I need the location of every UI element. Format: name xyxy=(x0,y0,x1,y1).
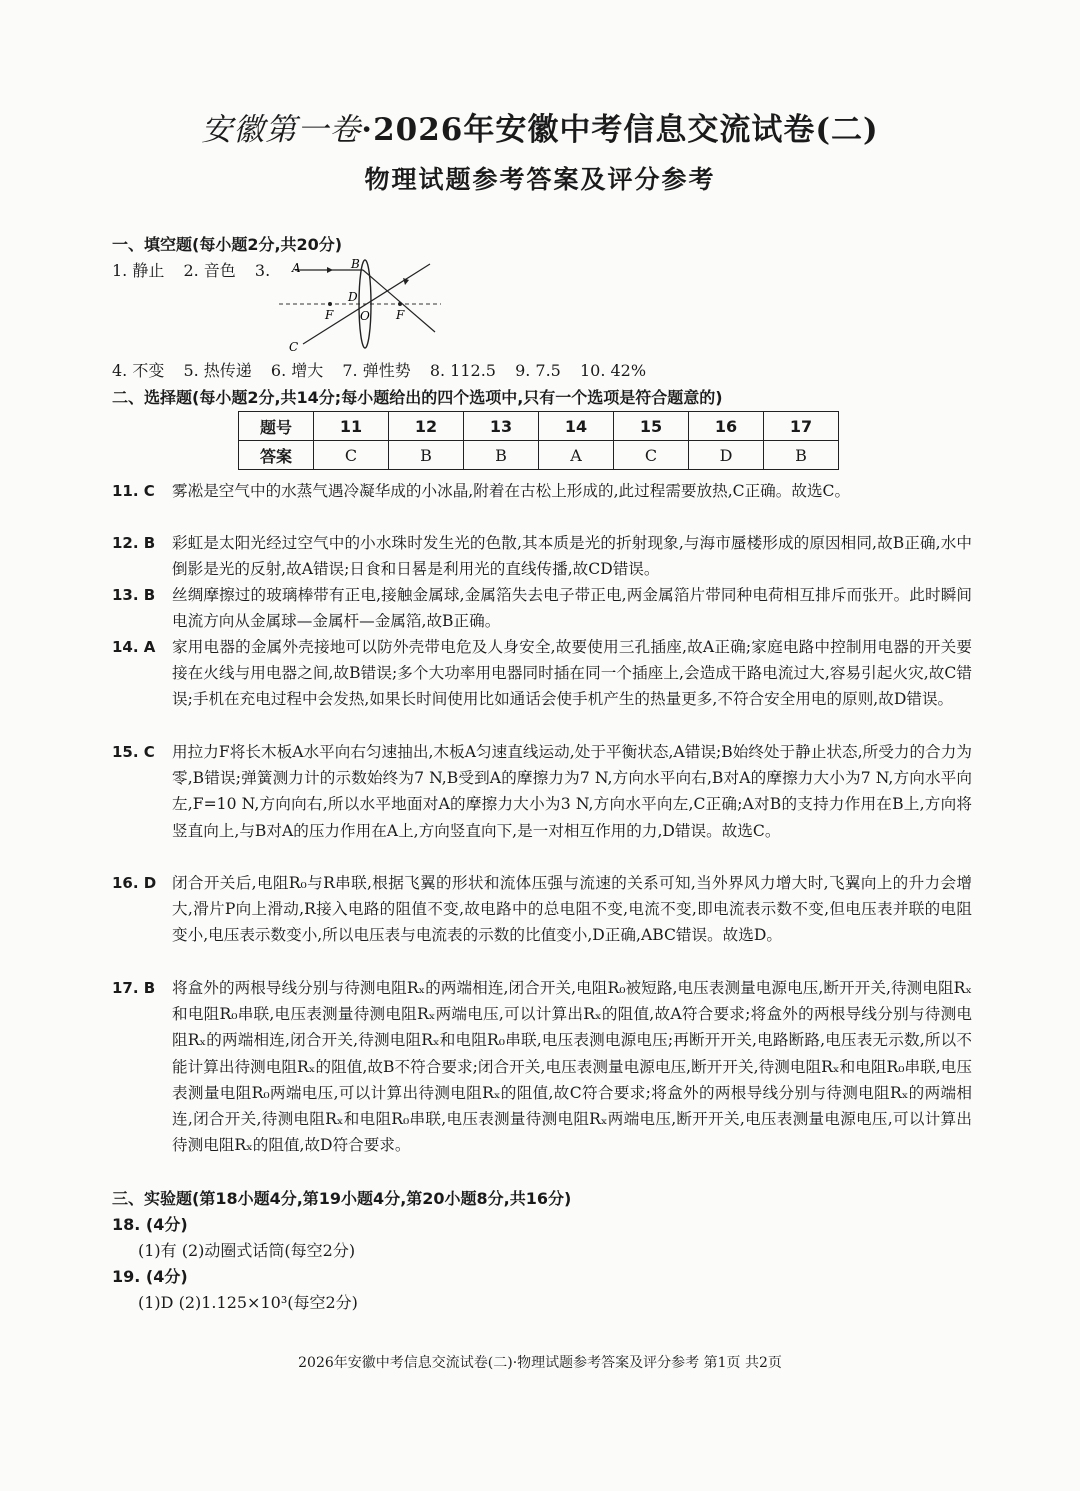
answer-5: 5. 热传递 xyxy=(183,361,252,380)
page-footer: 2026年安徽中考信息交流试卷(二)·物理试题参考答案及评分参考 第1页 共2页 xyxy=(298,1355,782,1371)
answer-4: 4. 不变 xyxy=(112,361,165,380)
label-b: B xyxy=(351,258,360,271)
q18-answer: (1)有 (2)动圈式话筒(每空2分) xyxy=(138,1241,356,1260)
explanation-number: 12. B xyxy=(112,534,156,552)
section3-heading: 三、实验题(第18小题4分,第19小题4分,第20小题8分,共16分) xyxy=(112,1189,572,1208)
section1-heading: 一、填空题(每小题2分,共20分) xyxy=(112,235,343,254)
refracted-ray xyxy=(363,270,435,332)
answer-10: 10. 42% xyxy=(579,361,647,380)
explanation-text: 彩虹是太阳光经过空气中的小水珠时发生光的色散,其本质是光的折射现象,与海市蜃楼形成的原因相同,故B正确,水中倒影是光的反射,故A错误;日食和日晷是利用光的直线传播,故CD错误。 xyxy=(172,534,972,579)
answer-7: 7. 弹性势 xyxy=(342,361,411,380)
table-header-number: 题号 xyxy=(239,412,314,441)
answer-table xyxy=(238,411,839,470)
answer-9: 9. 7.5 xyxy=(515,361,561,380)
table-cell-answer: C xyxy=(614,441,689,470)
table-cell-answer: B xyxy=(764,441,839,470)
table-header-answer: 答案 xyxy=(239,441,314,470)
label-f-left: F xyxy=(325,308,334,322)
title-text: ·2026年安徽中考信息交流试卷(二) xyxy=(361,112,879,148)
label-c: C xyxy=(289,340,299,354)
label-d: D xyxy=(348,290,358,304)
table-cell-answer: B xyxy=(389,441,464,470)
explanation-14 xyxy=(112,634,972,713)
table-cell-number: 16 xyxy=(689,412,764,441)
answer-2: 2. 音色 xyxy=(183,261,236,280)
q19-heading xyxy=(112,1264,188,1287)
q19-label: 19. (4分) xyxy=(112,1267,188,1286)
label-o: O xyxy=(360,309,370,323)
label-f-right: F xyxy=(396,308,405,322)
explanation-number: 16. D xyxy=(112,874,157,892)
focus-point-right xyxy=(398,302,402,306)
q18-label: 18. (4分) xyxy=(112,1215,188,1234)
q18-heading xyxy=(112,1212,188,1235)
explanation-17 xyxy=(112,975,972,1158)
answer-1: 1. 静止 xyxy=(112,261,165,280)
explanation-text: 闭合开关后,电阻R₀与R串联,根据飞翼的形状和流体压强与流速的关系可知,当外界风力增大时,飞翼向上的升力会增大,滑片P向上滑动,R接入电路的阻值不变,故电路中的总电阻不变,电流不变,即电流表示数不变,但电压表并联的电阻变小,电压表示数变小,所以电压表与电流表的示数的比值变小,D正确,ABC错误。故选D。 xyxy=(172,874,972,945)
table-row-answers xyxy=(239,441,839,470)
explanation-text: 用拉力F将长木板A水平向右匀速抽出,木板A匀速直线运动,处于平衡状态,A错误;B始终处于静止状态,所受力的合力为零,B错误;弹簧测力计的示数始终为7 N,B受到A的摩擦力为7 N,方向水平向右,B对A的摩擦力大小为7 N,方向水平向左,F=10 N,方向向右,所以水平地面对A的摩擦力大小为3 N,方向水平向左,C正确;A对B的支持力作用在B上,方向将竖直向上,与B对A的压力作用在A上,方向竖直向下,是一对相互作用的力,D错误。故选C。 xyxy=(172,743,972,840)
table-cell-number: 11 xyxy=(314,412,389,441)
q19-answer: (1)D (2)1.125×10³(每空2分) xyxy=(138,1293,358,1312)
explanation-16 xyxy=(112,870,972,949)
explanation-text: 丝绸摩擦过的玻璃棒带有正电,接触金属球,金属箔失去电子带正电,两金属箔片带同种电荷相互排斥而张开。此时瞬间电流方向从金属球—金属杆—金属箔,故B正确。 xyxy=(172,586,972,631)
section2-heading: 二、选择题(每小题2分,共14分;每小题给出的四个选项中,只有一个选项是符合题意的) xyxy=(112,388,723,407)
explanation-number: 11. C xyxy=(112,482,155,500)
table-cell-number: 13 xyxy=(464,412,539,441)
section1-line1 xyxy=(112,258,270,281)
label-a: A xyxy=(292,261,301,275)
section1-line2 xyxy=(112,358,646,381)
table-cell-number: 12 xyxy=(389,412,464,441)
ray-arrow-2 xyxy=(403,278,409,285)
lens-ray-diagram xyxy=(275,258,445,354)
table-cell-number: 15 xyxy=(614,412,689,441)
table-cell-number: 14 xyxy=(539,412,614,441)
explanation-15 xyxy=(112,739,972,844)
explanation-text: 将盒外的两根导线分别与待测电阻Rₓ的两端相连,闭合开关,电阻R₀被短路,电压表测量电源电压,断开开关,待测电阻Rₓ和电阻R₀串联,电压表测量待测电阻Rₓ两端电压,可以计算出Rₓ的阻值,故A符合要求;将盒外的两根导线分别与待测电阻Rₓ的两端相连,闭合开关,待测电阻Rₓ和电阻R₀串联,电压表测电源电压;再断开开关,电路断路,电压表无示数,所以不能计算出待测电阻Rₓ的阻值,故B不符合要求;闭合开关,电压表测量电源电压,断开开关,待测电阻Rₓ和电阻R₀串联,电压表测量电阻R₀两端电压,可以计算出待测电阻Rₓ的阻值,故C符合要求;将盒外的两根导线分别与待测电阻Rₓ的两端相连,闭合开关,待测电阻Rₓ和电阻R₀串联,电压表测量待测电阻Rₓ两端电压,断开开关,电压表测量电源电压,可以计算出待测电阻Rₓ的阻值,故D符合要求。 xyxy=(172,979,972,1155)
focus-point-left xyxy=(328,302,332,306)
brand-logo-text: 安徽第一卷 xyxy=(201,112,362,148)
answer-3-label: 3. xyxy=(254,261,271,280)
explanation-11 xyxy=(112,478,972,504)
table-cell-answer: B xyxy=(464,441,539,470)
answer-8: 8. 112.5 xyxy=(429,361,496,380)
table-cell-answer: C xyxy=(314,441,389,470)
explanation-12 xyxy=(112,530,972,582)
table-cell-answer: A xyxy=(539,441,614,470)
page-subtitle: 物理试题参考答案及评分参考 xyxy=(364,165,716,194)
explanation-number: 13. B xyxy=(112,586,156,604)
page-title xyxy=(0,104,1080,149)
table-cell-number: 17 xyxy=(764,412,839,441)
explanation-text: 雾凇是空气中的水蒸气遇冷凝华成的小冰晶,附着在古松上形成的,此过程需要放热,C正确。故选C。 xyxy=(172,482,851,500)
explanation-number: 15. C xyxy=(112,743,155,761)
explanation-13 xyxy=(112,582,972,634)
explanation-text: 家用电器的金属外壳接地可以防外壳带电危及人身安全,故要使用三孔插座,故A正确;家庭电路中控制用电器的开关要接在火线与用电器之间,故B错误;多个大功率用电器同时插在同一个插座上,会造成干路电流过大,容易引起火灾,故C错误;手机在充电过程中会发热,如果长时间使用比如通话会使手机产生的热量更多,不符合安全用电的原则,故D错误。 xyxy=(172,638,972,709)
answer-6: 6. 增大 xyxy=(270,361,324,380)
explanation-number: 14. A xyxy=(112,638,156,656)
explanation-number: 17. B xyxy=(112,979,156,997)
ray-arrow xyxy=(327,267,333,273)
table-cell-answer: D xyxy=(689,441,764,470)
table-row-numbers xyxy=(239,412,839,441)
